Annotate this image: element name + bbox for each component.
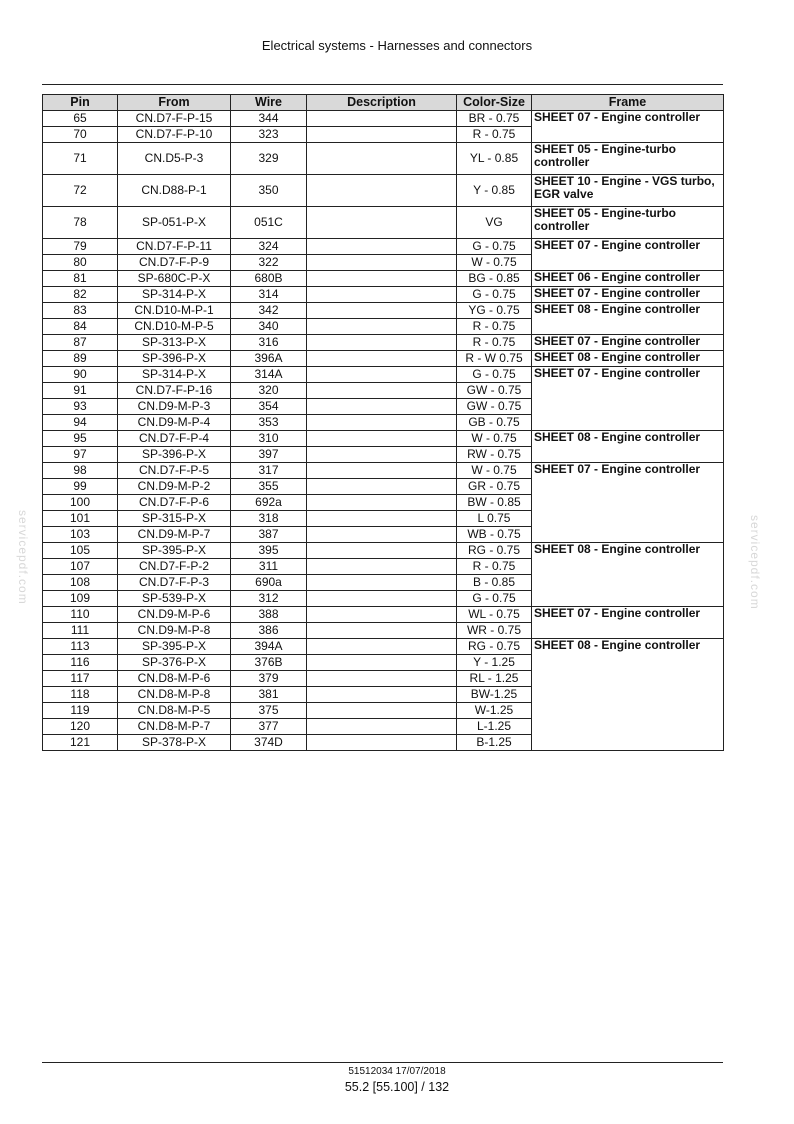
cell-description <box>307 527 457 543</box>
cell-from: SP-395-P-X <box>118 543 231 559</box>
cell-pin: 103 <box>43 527 118 543</box>
cell-wire: 322 <box>231 255 307 271</box>
cell-color-size: W - 0.75 <box>457 431 532 447</box>
cell-frame: SHEET 05 - Engine-turbo controller <box>532 143 724 175</box>
cell-pin: 109 <box>43 591 118 607</box>
table-row <box>43 671 724 687</box>
cell-description <box>307 335 457 351</box>
cell-pin: 94 <box>43 415 118 431</box>
table-row <box>43 655 724 671</box>
cell-frame <box>532 575 724 591</box>
cell-description <box>307 607 457 623</box>
cell-description <box>307 207 457 239</box>
cell-color-size: L 0.75 <box>457 511 532 527</box>
cell-frame <box>532 687 724 703</box>
cell-description <box>307 719 457 735</box>
cell-from: CN.D9-M-P-8 <box>118 623 231 639</box>
cell-frame: SHEET 07 - Engine controller <box>532 463 724 479</box>
cell-color-size: R - 0.75 <box>457 319 532 335</box>
cell-wire: 388 <box>231 607 307 623</box>
cell-wire: 310 <box>231 431 307 447</box>
cell-frame <box>532 655 724 671</box>
cell-color-size: BW - 0.85 <box>457 495 532 511</box>
cell-description <box>307 143 457 175</box>
cell-frame <box>532 623 724 639</box>
connector-table <box>42 94 724 751</box>
cell-description <box>307 367 457 383</box>
cell-wire: 318 <box>231 511 307 527</box>
cell-description <box>307 575 457 591</box>
cell-from: CN.D9-M-P-3 <box>118 399 231 415</box>
table-row <box>43 719 724 735</box>
cell-frame: SHEET 08 - Engine controller <box>532 303 724 319</box>
table-row <box>43 511 724 527</box>
col-header-from: From <box>118 95 231 111</box>
cell-description <box>307 447 457 463</box>
cell-pin: 81 <box>43 271 118 287</box>
cell-from: CN.D7-F-P-16 <box>118 383 231 399</box>
table-row <box>43 575 724 591</box>
cell-description <box>307 463 457 479</box>
cell-frame: SHEET 05 - Engine-turbo controller <box>532 207 724 239</box>
table-body <box>43 111 724 751</box>
cell-color-size: GR - 0.75 <box>457 479 532 495</box>
cell-wire: 314 <box>231 287 307 303</box>
cell-wire: 323 <box>231 127 307 143</box>
cell-color-size: GW - 0.75 <box>457 399 532 415</box>
table-row <box>43 591 724 607</box>
cell-pin: 82 <box>43 287 118 303</box>
cell-color-size: G - 0.75 <box>457 239 532 255</box>
cell-description <box>307 479 457 495</box>
cell-from: SP-315-P-X <box>118 511 231 527</box>
cell-wire: 376B <box>231 655 307 671</box>
cell-frame <box>532 511 724 527</box>
cell-description <box>307 319 457 335</box>
cell-from: CN.D7-F-P-6 <box>118 495 231 511</box>
cell-wire: 340 <box>231 319 307 335</box>
cell-from: CN.D10-M-P-1 <box>118 303 231 319</box>
document-reference: 51512034 17/07/2018 <box>348 1066 446 1077</box>
table-row <box>43 735 724 751</box>
table-row <box>43 351 724 367</box>
cell-color-size: G - 0.75 <box>457 591 532 607</box>
table-row <box>43 175 724 207</box>
cell-wire: 324 <box>231 239 307 255</box>
cell-frame <box>532 447 724 463</box>
cell-frame <box>532 735 724 751</box>
cell-color-size: W - 0.75 <box>457 255 532 271</box>
cell-pin: 78 <box>43 207 118 239</box>
cell-pin: 111 <box>43 623 118 639</box>
cell-frame <box>532 383 724 399</box>
cell-from: CN.D7-F-P-15 <box>118 111 231 127</box>
cell-color-size: RL - 1.25 <box>457 671 532 687</box>
cell-pin: 99 <box>43 479 118 495</box>
cell-frame: SHEET 08 - Engine controller <box>532 543 724 559</box>
cell-pin: 90 <box>43 367 118 383</box>
table-row <box>43 143 724 175</box>
col-header-color-size: Color-Size <box>457 95 532 111</box>
cell-from: CN.D7-F-P-11 <box>118 239 231 255</box>
table-row <box>43 495 724 511</box>
cell-from: SP-313-P-X <box>118 335 231 351</box>
cell-color-size: RG - 0.75 <box>457 639 532 655</box>
col-header-pin: Pin <box>43 95 118 111</box>
cell-wire: 316 <box>231 335 307 351</box>
table-row <box>43 559 724 575</box>
cell-color-size: YG - 0.75 <box>457 303 532 319</box>
table-row <box>43 287 724 303</box>
table-header-row <box>43 95 724 111</box>
col-header-wire: Wire <box>231 95 307 111</box>
cell-wire: 314A <box>231 367 307 383</box>
cell-color-size: BW-1.25 <box>457 687 532 703</box>
cell-frame <box>532 671 724 687</box>
cell-from: SP-395-P-X <box>118 639 231 655</box>
col-header-frame: Frame <box>532 95 724 111</box>
cell-wire: 329 <box>231 143 307 175</box>
cell-frame <box>532 495 724 511</box>
cell-wire: 386 <box>231 623 307 639</box>
table-row <box>43 319 724 335</box>
cell-description <box>307 351 457 367</box>
cell-pin: 105 <box>43 543 118 559</box>
cell-wire: 320 <box>231 383 307 399</box>
cell-color-size: WL - 0.75 <box>457 607 532 623</box>
cell-pin: 108 <box>43 575 118 591</box>
cell-color-size: R - 0.75 <box>457 335 532 351</box>
cell-wire: 051C <box>231 207 307 239</box>
table-row <box>43 271 724 287</box>
cell-pin: 117 <box>43 671 118 687</box>
cell-description <box>307 687 457 703</box>
cell-from: SP-378-P-X <box>118 735 231 751</box>
cell-frame <box>532 127 724 143</box>
cell-wire: 381 <box>231 687 307 703</box>
cell-wire: 374D <box>231 735 307 751</box>
cell-description <box>307 303 457 319</box>
cell-from: CN.D9-M-P-7 <box>118 527 231 543</box>
cell-wire: 317 <box>231 463 307 479</box>
cell-frame <box>532 399 724 415</box>
table-row <box>43 687 724 703</box>
footer-rule <box>42 1062 723 1063</box>
cell-frame: SHEET 10 - Engine - VGS turbo, EGR valve <box>532 175 724 207</box>
cell-wire: 375 <box>231 703 307 719</box>
table-row <box>43 383 724 399</box>
cell-from: CN.D9-M-P-6 <box>118 607 231 623</box>
page-number: 55.2 [55.100] / 132 <box>344 1080 450 1094</box>
cell-pin: 70 <box>43 127 118 143</box>
cell-pin: 95 <box>43 431 118 447</box>
cell-from: CN.D7-F-P-2 <box>118 559 231 575</box>
table-row <box>43 479 724 495</box>
cell-pin: 79 <box>43 239 118 255</box>
cell-pin: 72 <box>43 175 118 207</box>
cell-description <box>307 415 457 431</box>
cell-pin: 89 <box>43 351 118 367</box>
header-rule <box>42 84 723 85</box>
cell-pin: 118 <box>43 687 118 703</box>
cell-description <box>307 591 457 607</box>
table-row <box>43 431 724 447</box>
cell-description <box>307 543 457 559</box>
cell-pin: 71 <box>43 143 118 175</box>
cell-wire: 311 <box>231 559 307 575</box>
col-header-description: Description <box>307 95 457 111</box>
cell-from: CN.D7-F-P-4 <box>118 431 231 447</box>
cell-frame: SHEET 07 - Engine controller <box>532 607 724 623</box>
cell-from: CN.D8-M-P-6 <box>118 671 231 687</box>
table-row <box>43 543 724 559</box>
cell-color-size: R - 0.75 <box>457 559 532 575</box>
cell-description <box>307 127 457 143</box>
cell-pin: 107 <box>43 559 118 575</box>
cell-from: CN.D10-M-P-5 <box>118 319 231 335</box>
cell-color-size: G - 0.75 <box>457 287 532 303</box>
cell-description <box>307 239 457 255</box>
table-row <box>43 239 724 255</box>
cell-from: CN.D88-P-1 <box>118 175 231 207</box>
cell-color-size: Y - 0.85 <box>457 175 532 207</box>
cell-pin: 83 <box>43 303 118 319</box>
cell-from: SP-680C-P-X <box>118 271 231 287</box>
cell-frame: SHEET 07 - Engine controller <box>532 335 724 351</box>
table-row <box>43 111 724 127</box>
cell-pin: 100 <box>43 495 118 511</box>
cell-color-size: GB - 0.75 <box>457 415 532 431</box>
cell-frame: SHEET 08 - Engine controller <box>532 351 724 367</box>
cell-frame: SHEET 07 - Engine controller <box>532 367 724 383</box>
cell-from: SP-396-P-X <box>118 447 231 463</box>
cell-pin: 87 <box>43 335 118 351</box>
cell-pin: 120 <box>43 719 118 735</box>
cell-wire: 354 <box>231 399 307 415</box>
cell-from: SP-396-P-X <box>118 351 231 367</box>
cell-pin: 101 <box>43 511 118 527</box>
cell-frame: SHEET 07 - Engine controller <box>532 287 724 303</box>
cell-wire: 312 <box>231 591 307 607</box>
cell-pin: 84 <box>43 319 118 335</box>
cell-color-size: G - 0.75 <box>457 367 532 383</box>
cell-color-size: W-1.25 <box>457 703 532 719</box>
cell-from: CN.D7-F-P-5 <box>118 463 231 479</box>
cell-description <box>307 655 457 671</box>
cell-color-size: VG <box>457 207 532 239</box>
cell-color-size: GW - 0.75 <box>457 383 532 399</box>
cell-frame <box>532 319 724 335</box>
cell-from: SP-051-P-X <box>118 207 231 239</box>
cell-color-size: B-1.25 <box>457 735 532 751</box>
cell-wire: 344 <box>231 111 307 127</box>
cell-wire: 379 <box>231 671 307 687</box>
cell-description <box>307 399 457 415</box>
cell-frame <box>532 527 724 543</box>
cell-color-size: B - 0.85 <box>457 575 532 591</box>
cell-wire: 395 <box>231 543 307 559</box>
cell-description <box>307 495 457 511</box>
cell-description <box>307 383 457 399</box>
table-row <box>43 703 724 719</box>
cell-pin: 119 <box>43 703 118 719</box>
cell-pin: 116 <box>43 655 118 671</box>
table-row <box>43 527 724 543</box>
cell-description <box>307 271 457 287</box>
cell-frame: SHEET 07 - Engine controller <box>532 111 724 127</box>
cell-frame: SHEET 06 - Engine controller <box>532 271 724 287</box>
page-header-title: Electrical systems - Harnesses and connectors <box>261 38 533 53</box>
cell-frame <box>532 415 724 431</box>
table-row <box>43 639 724 655</box>
cell-wire: 396A <box>231 351 307 367</box>
cell-from: SP-314-P-X <box>118 367 231 383</box>
cell-color-size: WB - 0.75 <box>457 527 532 543</box>
cell-description <box>307 703 457 719</box>
cell-from: CN.D9-M-P-4 <box>118 415 231 431</box>
cell-from: CN.D8-M-P-8 <box>118 687 231 703</box>
cell-wire: 342 <box>231 303 307 319</box>
cell-frame: SHEET 08 - Engine controller <box>532 639 724 655</box>
cell-from: CN.D8-M-P-5 <box>118 703 231 719</box>
cell-wire: 690a <box>231 575 307 591</box>
cell-from: CN.D5-P-3 <box>118 143 231 175</box>
cell-pin: 65 <box>43 111 118 127</box>
cell-pin: 93 <box>43 399 118 415</box>
cell-description <box>307 431 457 447</box>
table-row <box>43 127 724 143</box>
cell-wire: 353 <box>231 415 307 431</box>
cell-description <box>307 671 457 687</box>
cell-from: SP-539-P-X <box>118 591 231 607</box>
cell-color-size: RW - 0.75 <box>457 447 532 463</box>
cell-description <box>307 111 457 127</box>
table-row <box>43 607 724 623</box>
cell-pin: 91 <box>43 383 118 399</box>
cell-color-size: BG - 0.85 <box>457 271 532 287</box>
cell-description <box>307 287 457 303</box>
table-row <box>43 623 724 639</box>
cell-wire: 692a <box>231 495 307 511</box>
cell-color-size: YL - 0.85 <box>457 143 532 175</box>
cell-color-size: R - 0.75 <box>457 127 532 143</box>
cell-description <box>307 623 457 639</box>
cell-frame <box>532 479 724 495</box>
cell-color-size: RG - 0.75 <box>457 543 532 559</box>
cell-wire: 394A <box>231 639 307 655</box>
cell-frame <box>532 719 724 735</box>
cell-wire: 387 <box>231 527 307 543</box>
cell-pin: 97 <box>43 447 118 463</box>
cell-description <box>307 511 457 527</box>
cell-wire: 355 <box>231 479 307 495</box>
cell-frame <box>532 559 724 575</box>
cell-description <box>307 559 457 575</box>
cell-from: CN.D7-F-P-10 <box>118 127 231 143</box>
table-row <box>43 463 724 479</box>
cell-color-size: WR - 0.75 <box>457 623 532 639</box>
table-row <box>43 399 724 415</box>
cell-from: CN.D9-M-P-2 <box>118 479 231 495</box>
table-row <box>43 367 724 383</box>
table-row <box>43 303 724 319</box>
table-row <box>43 447 724 463</box>
cell-color-size: Y - 1.25 <box>457 655 532 671</box>
cell-from: CN.D7-F-P-9 <box>118 255 231 271</box>
cell-wire: 397 <box>231 447 307 463</box>
cell-pin: 110 <box>43 607 118 623</box>
cell-wire: 377 <box>231 719 307 735</box>
cell-pin: 113 <box>43 639 118 655</box>
cell-pin: 121 <box>43 735 118 751</box>
watermark-left: servicepdf.com <box>16 510 30 605</box>
cell-pin: 98 <box>43 463 118 479</box>
cell-frame: SHEET 08 - Engine controller <box>532 431 724 447</box>
cell-from: SP-376-P-X <box>118 655 231 671</box>
cell-from: SP-314-P-X <box>118 287 231 303</box>
cell-description <box>307 735 457 751</box>
cell-from: CN.D7-F-P-3 <box>118 575 231 591</box>
cell-wire: 350 <box>231 175 307 207</box>
cell-pin: 80 <box>43 255 118 271</box>
watermark-right: servicepdf.com <box>748 515 762 610</box>
cell-from: CN.D8-M-P-7 <box>118 719 231 735</box>
cell-frame <box>532 255 724 271</box>
cell-frame: SHEET 07 - Engine controller <box>532 239 724 255</box>
cell-color-size: R - W 0.75 <box>457 351 532 367</box>
cell-description <box>307 175 457 207</box>
cell-color-size: L-1.25 <box>457 719 532 735</box>
table-row <box>43 207 724 239</box>
cell-description <box>307 639 457 655</box>
cell-color-size: BR - 0.75 <box>457 111 532 127</box>
table-row <box>43 255 724 271</box>
cell-frame <box>532 703 724 719</box>
cell-color-size: W - 0.75 <box>457 463 532 479</box>
cell-frame <box>532 591 724 607</box>
cell-wire: 680B <box>231 271 307 287</box>
cell-description <box>307 255 457 271</box>
table-row <box>43 415 724 431</box>
table-row <box>43 335 724 351</box>
